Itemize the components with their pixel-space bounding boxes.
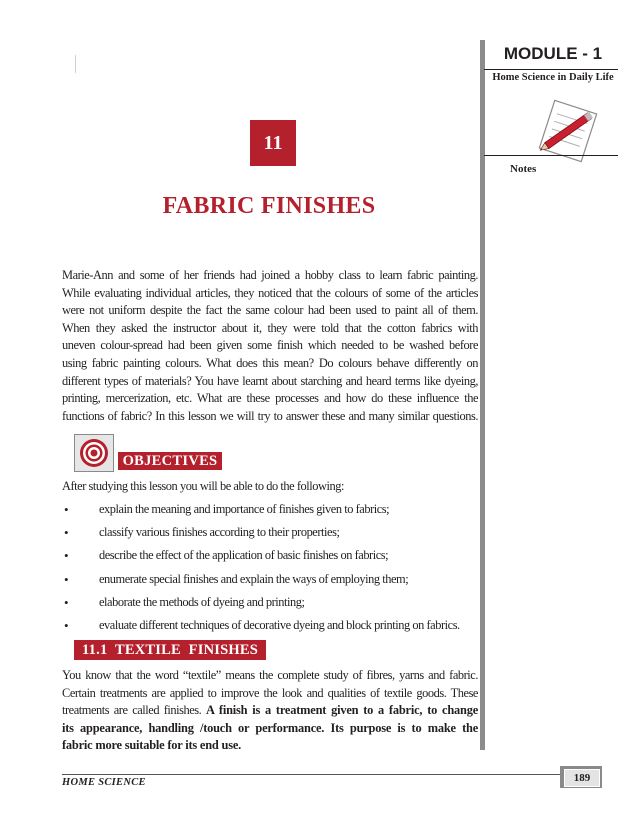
footer-subject: HOME SCIENCE [62,777,146,788]
intro-line: While evaluating individual articles, they noticed that the colours of some of the articles [62,285,478,300]
objective-text: describe the effect of the application of basic finishes on fabrics; [99,548,389,563]
section-line: You know that the word “textile” means the complete study of fibres, yarns and fabric. [62,668,478,682]
notes-divider [484,155,618,156]
definition-line: fabric more suitable for its end use. [62,738,242,753]
bullet: • [64,548,69,564]
target-icon [74,434,114,472]
objective-text: evaluate different techniques of decorative dyeing and block printing on fabrics. [99,617,460,632]
chapter-title: FABRIC FINISHES [162,193,376,219]
intro-line: When they asked the instructor about it, they were told that the cotton fabrics with [62,320,478,335]
intro-line: uneven colour-spread had been given some finish which needed to be washed before [62,338,478,353]
intro-line: printing, mercerization, etc. What are these processes and how do these influence the [62,391,478,406]
list-item [62,525,480,548]
module-subtitle: Home Science in Daily Life [492,72,614,83]
list-item [62,618,480,641]
bullet: • [64,617,69,633]
intro-line: Marie-Ann and some of her friends had joined a hobby class to learn fabric painting. [62,268,478,282]
objective-text: explain the meaning and importance of finishes given to fabrics; [99,502,390,516]
list-item [62,595,480,618]
section-heading: 11.1 TEXTILE FINISHES [74,640,266,660]
module-divider [484,69,618,70]
list-item [62,502,480,525]
intro-line: functions of fabric? In this lesson we will try to answer these and many similar questions. [62,408,478,423]
bullet: • [64,571,69,587]
page-number: 189 [564,769,600,787]
intro-line: different types of materials? You have learnt about starching and heard terms like dyeing, [62,373,478,388]
section-paragraph [62,667,478,755]
objectives-intro: After studying this lesson you will be able to do the following: [62,479,344,493]
section-line: Certain treatments are applied to improve the look and qualities of textile goods. These [62,685,478,700]
bullet: • [64,502,69,517]
module-title: MODULE - 1 [503,44,603,63]
notes-label: Notes [510,163,537,175]
definition-text: A finish is a treatment given to a fabric, to change [205,703,478,718]
chapter-number: 11 [250,120,296,166]
objectives-heading: OBJECTIVES [118,452,222,470]
list-item [62,548,480,571]
objective-text: classify various finishes according to their properties; [99,525,340,540]
section-line [62,702,478,720]
objectives-list [62,502,480,641]
intro-line: were not uniform despite the fact the same colour had been used to paint all of them. [62,303,478,318]
crop-mark [75,55,76,73]
section-text: treatments are called finishes. [62,703,206,718]
margin-rule [480,40,485,750]
intro-line: using fabric painting colours. What does this mean? Do colours behave differently on [62,355,478,370]
footer-rule [62,774,570,775]
list-item [62,572,480,595]
bullet: • [64,525,69,541]
intro-paragraph [62,267,478,425]
objective-text: enumerate special finishes and explain the ways of employing them; [99,571,409,586]
objective-text: elaborate the methods of dyeing and printing; [99,594,305,609]
bullet: • [64,594,69,610]
definition-line: its appearance, handling /touch or performance. Its purpose is to make the [62,720,478,735]
